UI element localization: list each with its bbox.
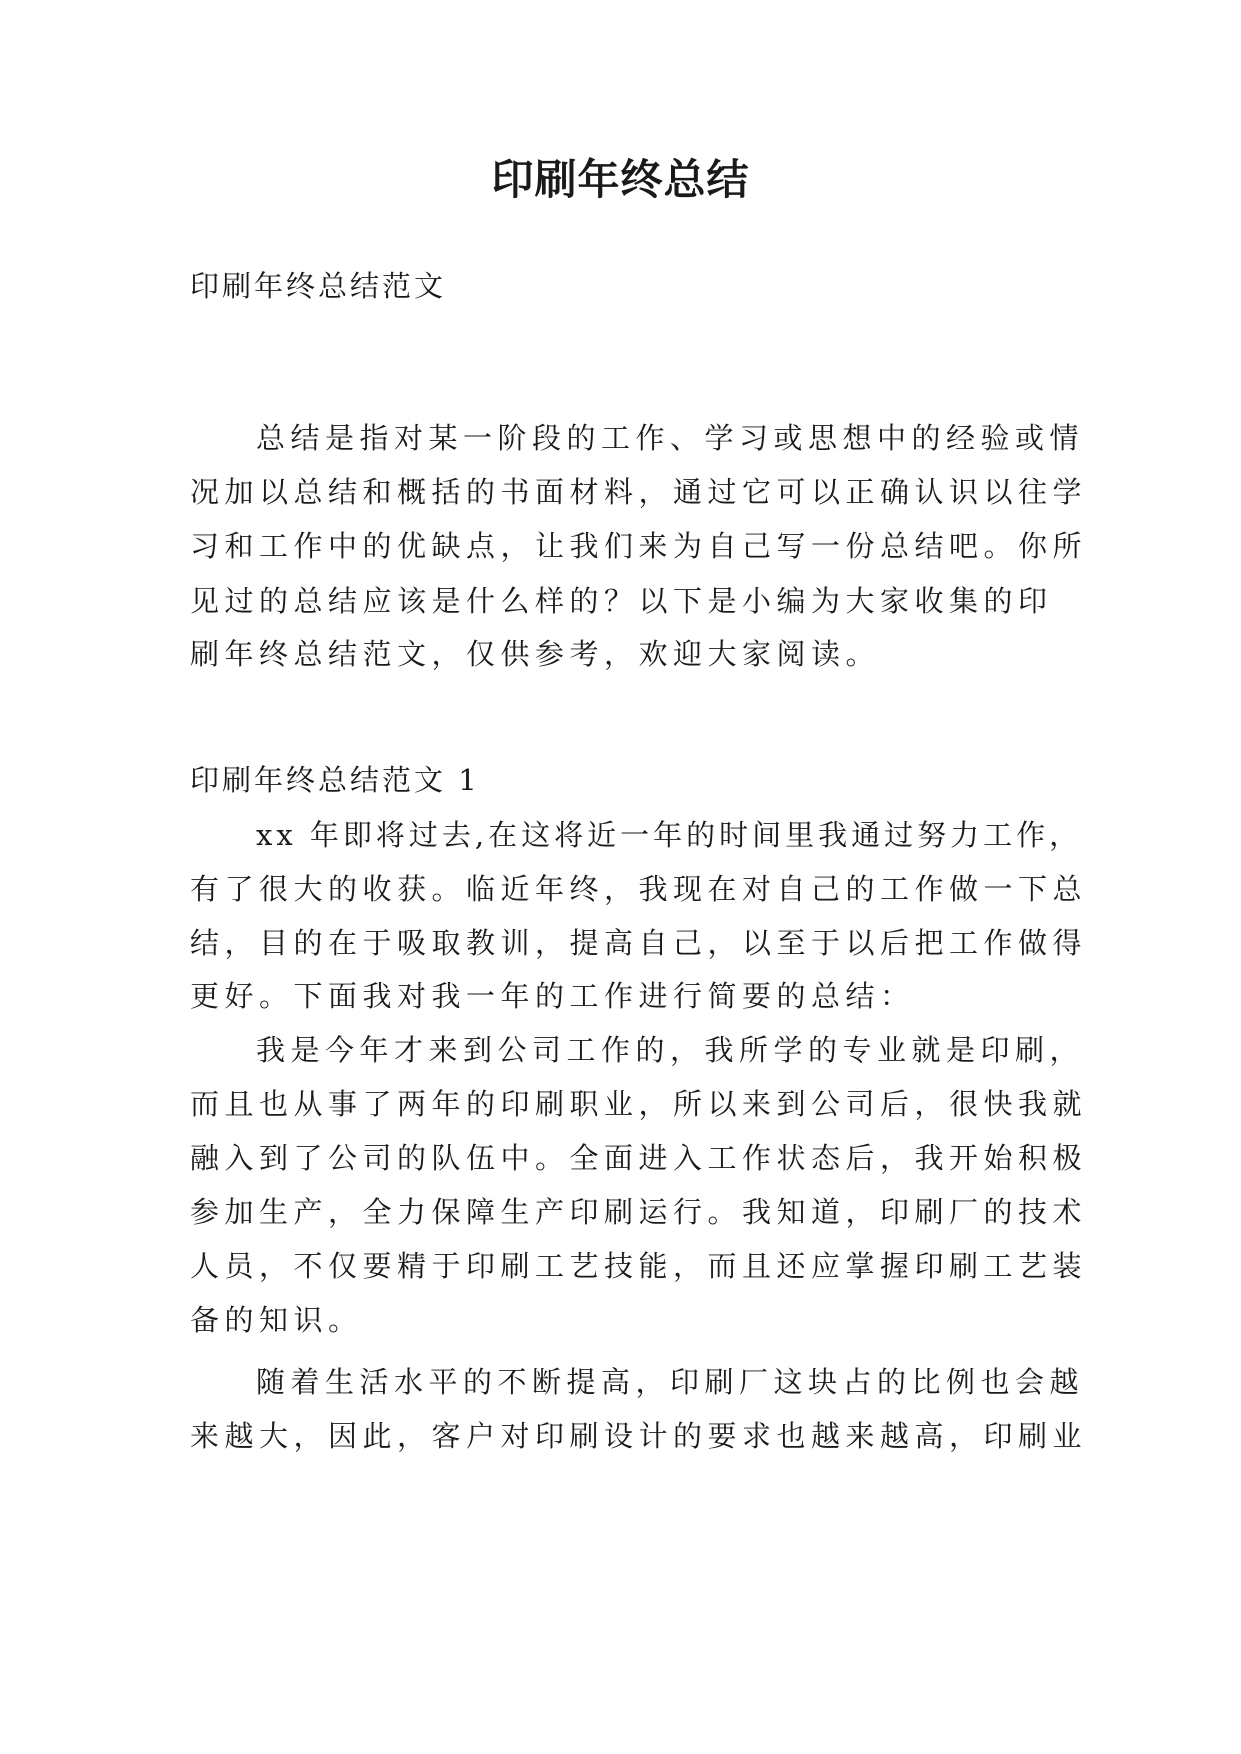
intro-line: 总结是指对某一阶段的工作、学习或思想中的经验或情: [256, 421, 1085, 455]
section-heading: 印刷年终总结范文 1: [190, 763, 480, 797]
paragraph-line: 参加生产，全力保障生产印刷运行。我知道，印刷厂的技术: [190, 1195, 1088, 1229]
paragraph-line: 来越大，因此，客户对印刷设计的要求也越来越高，印刷业: [190, 1419, 1088, 1453]
paragraph-line: 人员，不仅要精于印刷工艺技能，而且还应掌握印刷工艺装: [190, 1249, 1088, 1283]
paragraph-line: xx 年即将过去,在这将近一年的时间里我通过努力工作，: [256, 818, 1083, 852]
paragraph-line: 备的知识。: [190, 1303, 363, 1337]
intro-line: 刷年终总结范文，仅供参考，欢迎大家阅读。: [190, 637, 881, 671]
paragraph-line: 我是今年才来到公司工作的，我所学的专业就是印刷，: [256, 1033, 1085, 1067]
intro-line: 习和工作中的优缺点，让我们来为自己写一份总结吧。你所: [190, 529, 1088, 563]
intro-line: 见过的总结应该是什么样的？以下是小编为大家收集的印: [190, 584, 1053, 618]
paragraph-line: 随着生活水平的不断提高，印刷厂这块占的比例也会越: [256, 1365, 1085, 1399]
paragraph-line: 更好。下面我对我一年的工作进行简要的总结：: [190, 979, 915, 1013]
document-title: 印刷年终总结: [491, 155, 750, 204]
paragraph-line: 有了很大的收获。临近年终，我现在对自己的工作做一下总: [190, 872, 1088, 906]
paragraph-line: 结，目的在于吸取教训，提高自己，以至于以后把工作做得: [190, 926, 1088, 960]
paragraph-line: 融入到了公司的队伍中。全面进入工作状态后，我开始积极: [190, 1141, 1088, 1175]
document-subtitle: 印刷年终总结范文: [190, 269, 447, 303]
intro-line: 况加以总结和概括的书面材料，通过它可以正确认识以往学: [190, 475, 1088, 509]
paragraph-line: 而且也从事了两年的印刷职业，所以来到公司后，很快我就: [190, 1087, 1088, 1121]
